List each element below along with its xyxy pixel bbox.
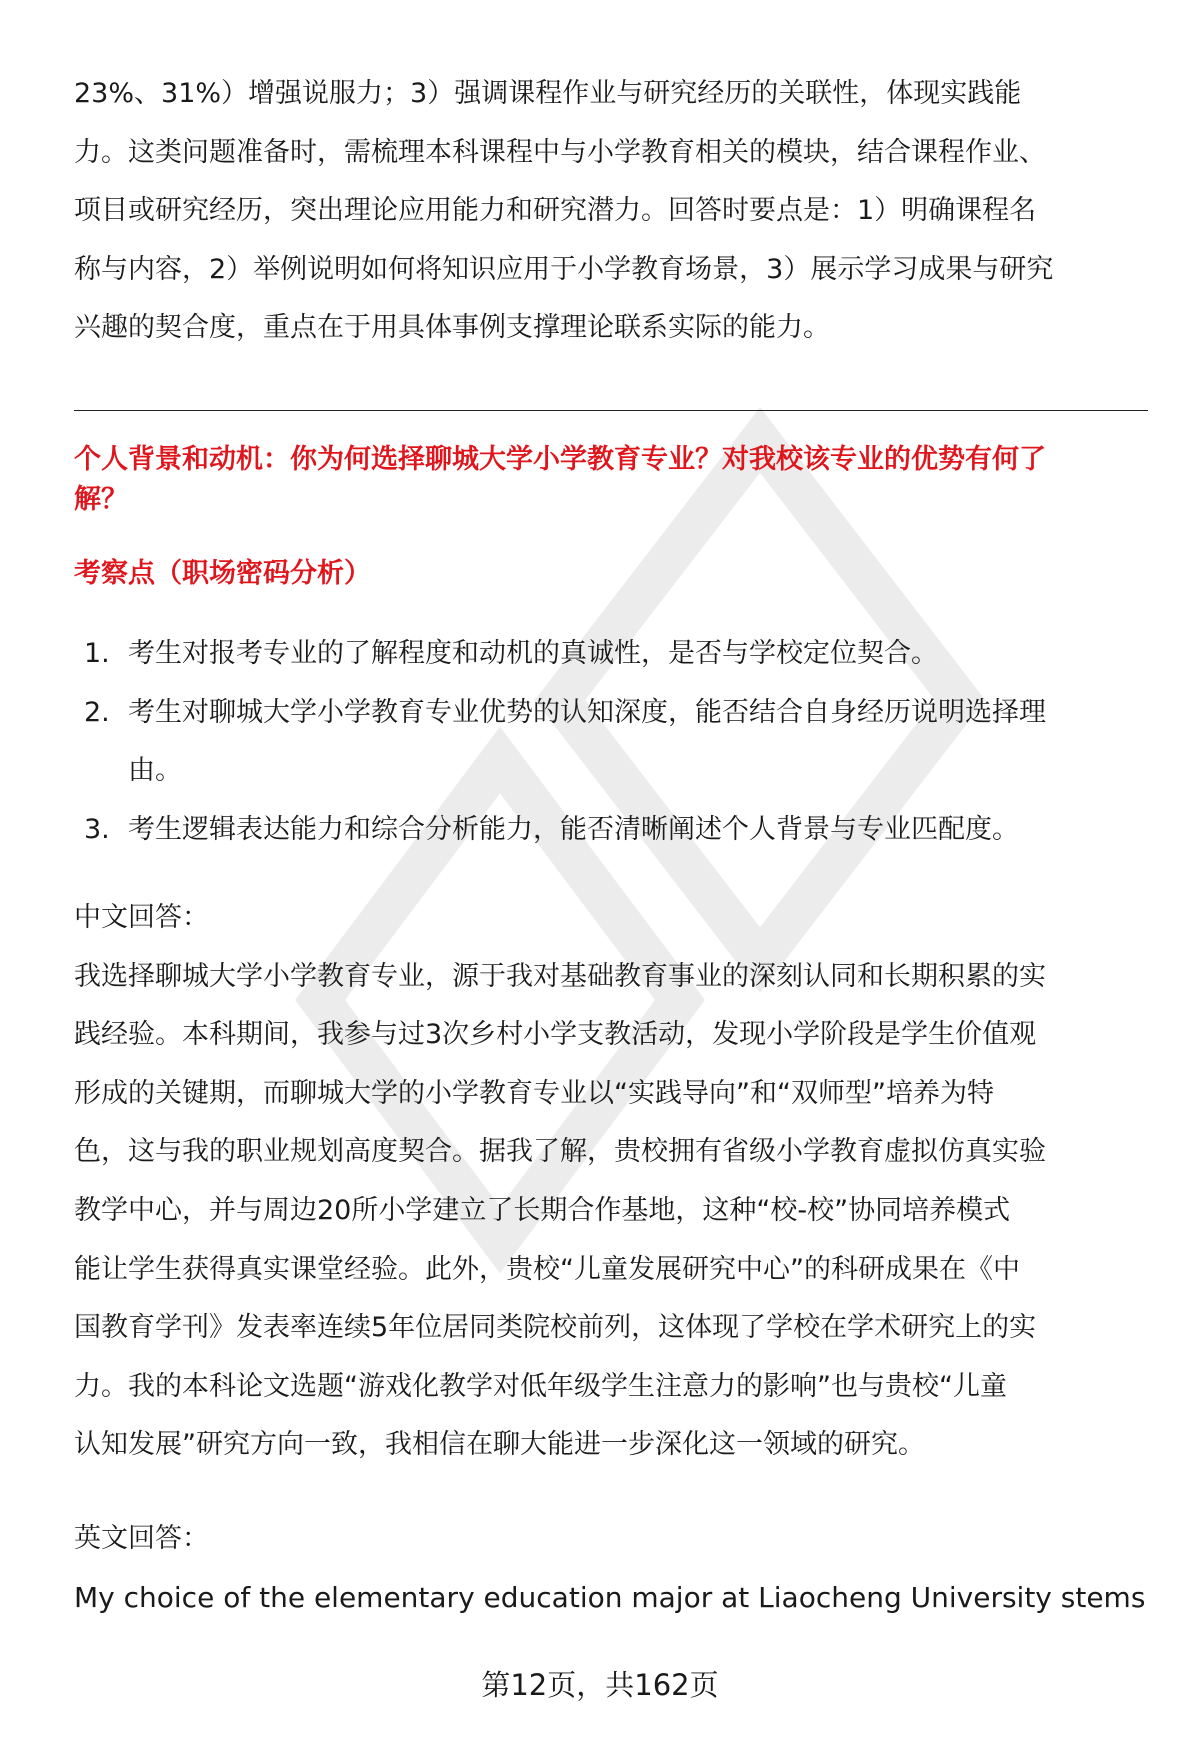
list-text: 考生对聊城大学小学教育专业优势的认知深度，能否结合自身经历说明选择理 — [128, 696, 1046, 728]
text-line: 23%、31%）增强说服力；3）强调课程作业与研究经历的关联性，体现实践能 — [74, 78, 1022, 109]
question-heading — [74, 440, 1154, 520]
text-line: 力。我的本科论文选题“游戏化教学对低年级学生注意力的影响”也与贵校“儿童 — [74, 1370, 1007, 1402]
question-line: 个人背景和动机：你为何选择聊城大学小学教育专业？对我校该专业的优势有何了 — [74, 444, 1046, 475]
text-line: 色，这与我的职业规划高度契合。据我了解，贵校拥有省级小学教育虚拟仿真实验 — [74, 1136, 1046, 1168]
intro-paragraph — [74, 65, 1154, 358]
text-line: 称与内容，2）举例说明如何将知识应用于小学教育场景，3）展示学习成果与研究 — [74, 253, 1054, 285]
english-answer — [74, 1510, 1154, 1627]
analysis-list — [74, 625, 1154, 859]
list-text: 考生对报考专业的了解程度和动机的真诚性，是否与学校定位契合。 — [128, 638, 938, 669]
text-line: 教学中心，并与周边20所小学建立了长期合作基地，这种“校-校”协同培养模式 — [74, 1194, 1011, 1226]
chinese-answer-label: 中文回答： — [74, 902, 209, 933]
text-line: 践经验。本科期间，我参与过3次乡村小学支教活动，发现小学阶段是学生价值观 — [74, 1019, 1037, 1051]
text-line: 项目或研究经历，突出理论应用能力和研究潜力。回答时要点是：1）明确课程名 — [74, 195, 1037, 227]
text-line: 能让学生获得真实课堂经验。此外，贵校“儿童发展研究中心”的科研成果在《中 — [74, 1253, 1020, 1285]
list-text: 由。 — [128, 755, 182, 787]
text-line: 形成的关键期，而聊城大学的小学教育专业以“实践导向”和“双师型”培养为特 — [74, 1077, 994, 1109]
list-item — [74, 684, 1154, 801]
list-number: 1. — [84, 638, 110, 669]
chinese-answer — [74, 889, 1154, 1475]
text-line: 国教育学刊》发表率连续5年位居同类院校前列，这体现了学校在学术研究上的实 — [74, 1312, 1037, 1344]
analysis-heading — [74, 545, 1154, 604]
page-number: 第12页，共162页 — [481, 1668, 719, 1702]
list-number: 2. — [84, 696, 110, 728]
text-line: 兴趣的契合度，重点在于用具体事例支撑理论联系实际的能力。 — [74, 312, 830, 344]
english-answer-label: 英文回答： — [74, 1523, 209, 1554]
analysis-heading-text: 考察点（职场密码分析） — [74, 558, 371, 589]
text-line: 认知发展”研究方向一致，我相信在聊大能进一步深化这一领域的研究。 — [74, 1429, 925, 1461]
list-text: 考生逻辑表达能力和综合分析能力，能否清晰阐述个人背景与专业匹配度。 — [128, 813, 1019, 845]
question-line: 解？ — [74, 484, 128, 515]
text-line: 力。这类问题准备时，需梳理本科课程中与小学教育相关的模块，结合课程作业、 — [74, 136, 1046, 168]
list-item — [74, 801, 1154, 860]
text-line: My choice of the elementary education major at Liaocheng University stems — [74, 1580, 1146, 1614]
text-line: 我选择聊城大学小学教育专业，源于我对基础教育事业的深刻认同和长期积累的实 — [74, 960, 1046, 992]
list-number: 3. — [84, 813, 110, 845]
divider — [74, 410, 1148, 411]
list-item — [74, 625, 1154, 684]
